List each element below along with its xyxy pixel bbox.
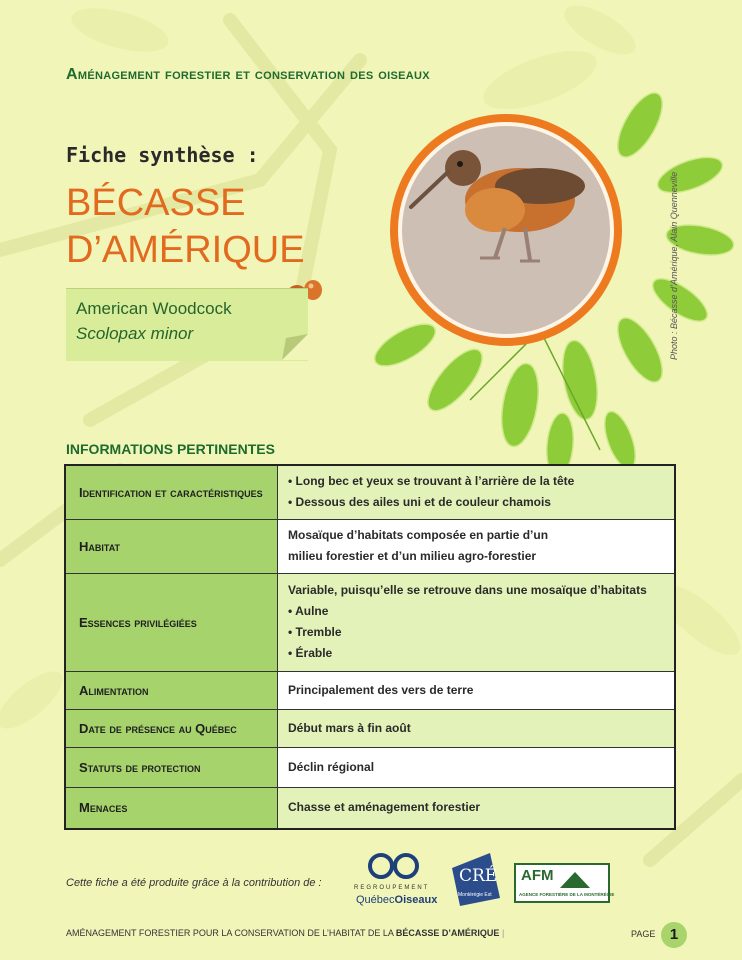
row-value (278, 671, 676, 709)
english-name: American Woodcock (76, 299, 232, 318)
row-label: Alimentation (65, 671, 278, 709)
row-label: Statuts de protection (65, 747, 278, 787)
row-value-line: Mosaïque d’habitats composée en partie d’un (288, 528, 549, 542)
row-label: Date de présence au Québec (65, 709, 278, 747)
row-value (278, 787, 676, 829)
cre-logo-sub: Montérégie Est (458, 892, 492, 898)
row-label: Identification et caractéristiques (65, 465, 278, 519)
table-row (65, 519, 675, 573)
species-title-line2: D’AMÉRIQUE (66, 229, 305, 271)
row-value-line: Variable, puisqu’elle se retrouve dans une mosaïque d’habitats (288, 583, 647, 597)
qo-logo-quebec: Québec (356, 894, 395, 906)
table-row (65, 671, 675, 709)
table-row (65, 573, 675, 671)
table-row (65, 465, 675, 519)
afm-logo-sub: AGENCE FORESTIÈRE DE LA MONTÉRÉGIE (519, 892, 615, 897)
row-value-line: Chasse et aménagement forestier (288, 800, 481, 815)
row-value (278, 747, 676, 787)
footer-text-bold: BÉCASSE D’AMÉRIQUE (395, 928, 500, 938)
footer-text-main: AMÉNAGEMENT FORESTIER POUR LA CONSERVATION DE L’HABITAT DE LA (66, 928, 394, 938)
series-header: Aménagement forestier et conservation des oiseaux (66, 66, 430, 83)
row-value-line: • Tremble (288, 625, 342, 639)
qo-logo-oiseaux: Oiseaux (394, 894, 438, 906)
contribution-credit: Cette fiche a été produite grâce à la contribution de : (66, 877, 322, 889)
page-fold-icon (282, 334, 308, 360)
species-title (66, 180, 305, 274)
row-value-line: Principalement des vers de terre (288, 682, 474, 697)
photo-credit: Photo : Bécasse d’Amérique, Alain Quenneville (669, 171, 679, 360)
info-section-title: INFORMATIONS PERTINENTES (66, 441, 275, 457)
row-value (278, 519, 676, 573)
row-value-line: milieu forestier et d’un milieu agro-forestier (288, 549, 537, 563)
fiche-label: Fiche synthèse : (66, 143, 259, 167)
qo-logo-name (356, 894, 437, 906)
species-title-line1: BÉCASSE (66, 182, 246, 224)
footer-text: AMÉNAGEMENT FORESTIER POUR LA CONSERVATION DE L’HABITAT DE LA BÉCASSE D’AMÉRIQUE | (66, 928, 505, 938)
afm-logo-text: AFM (521, 867, 554, 884)
row-value (278, 465, 676, 519)
row-value-line: • Long bec et yeux se trouvant à l’arrière de la tête (288, 474, 575, 489)
row-label: Essences privilégiées (65, 573, 278, 671)
table-row (65, 747, 675, 787)
latin-name: Scolopax minor (76, 324, 194, 343)
row-value-line: • Aulne (288, 604, 329, 618)
row-label: Menaces (65, 787, 278, 829)
cre-logo-text: CRÉ (459, 866, 498, 886)
info-table (64, 464, 676, 830)
row-value-line: Déclin régional (288, 759, 375, 774)
table-row (65, 709, 675, 747)
qo-logo-top-text: REGROUPEMENT (354, 885, 430, 891)
page-label: PAGE (631, 929, 656, 939)
species-names-box (66, 288, 308, 361)
row-value (278, 573, 676, 671)
row-label: Habitat (65, 519, 278, 573)
row-value-line: Début mars à fin août (288, 720, 411, 735)
page-number: 1 (661, 922, 687, 948)
row-value (278, 709, 676, 747)
row-value-line: • Érable (288, 646, 333, 660)
table-row (65, 787, 675, 829)
row-value-line: • Dessous des ailes uni et de couleur chamois (288, 495, 551, 510)
